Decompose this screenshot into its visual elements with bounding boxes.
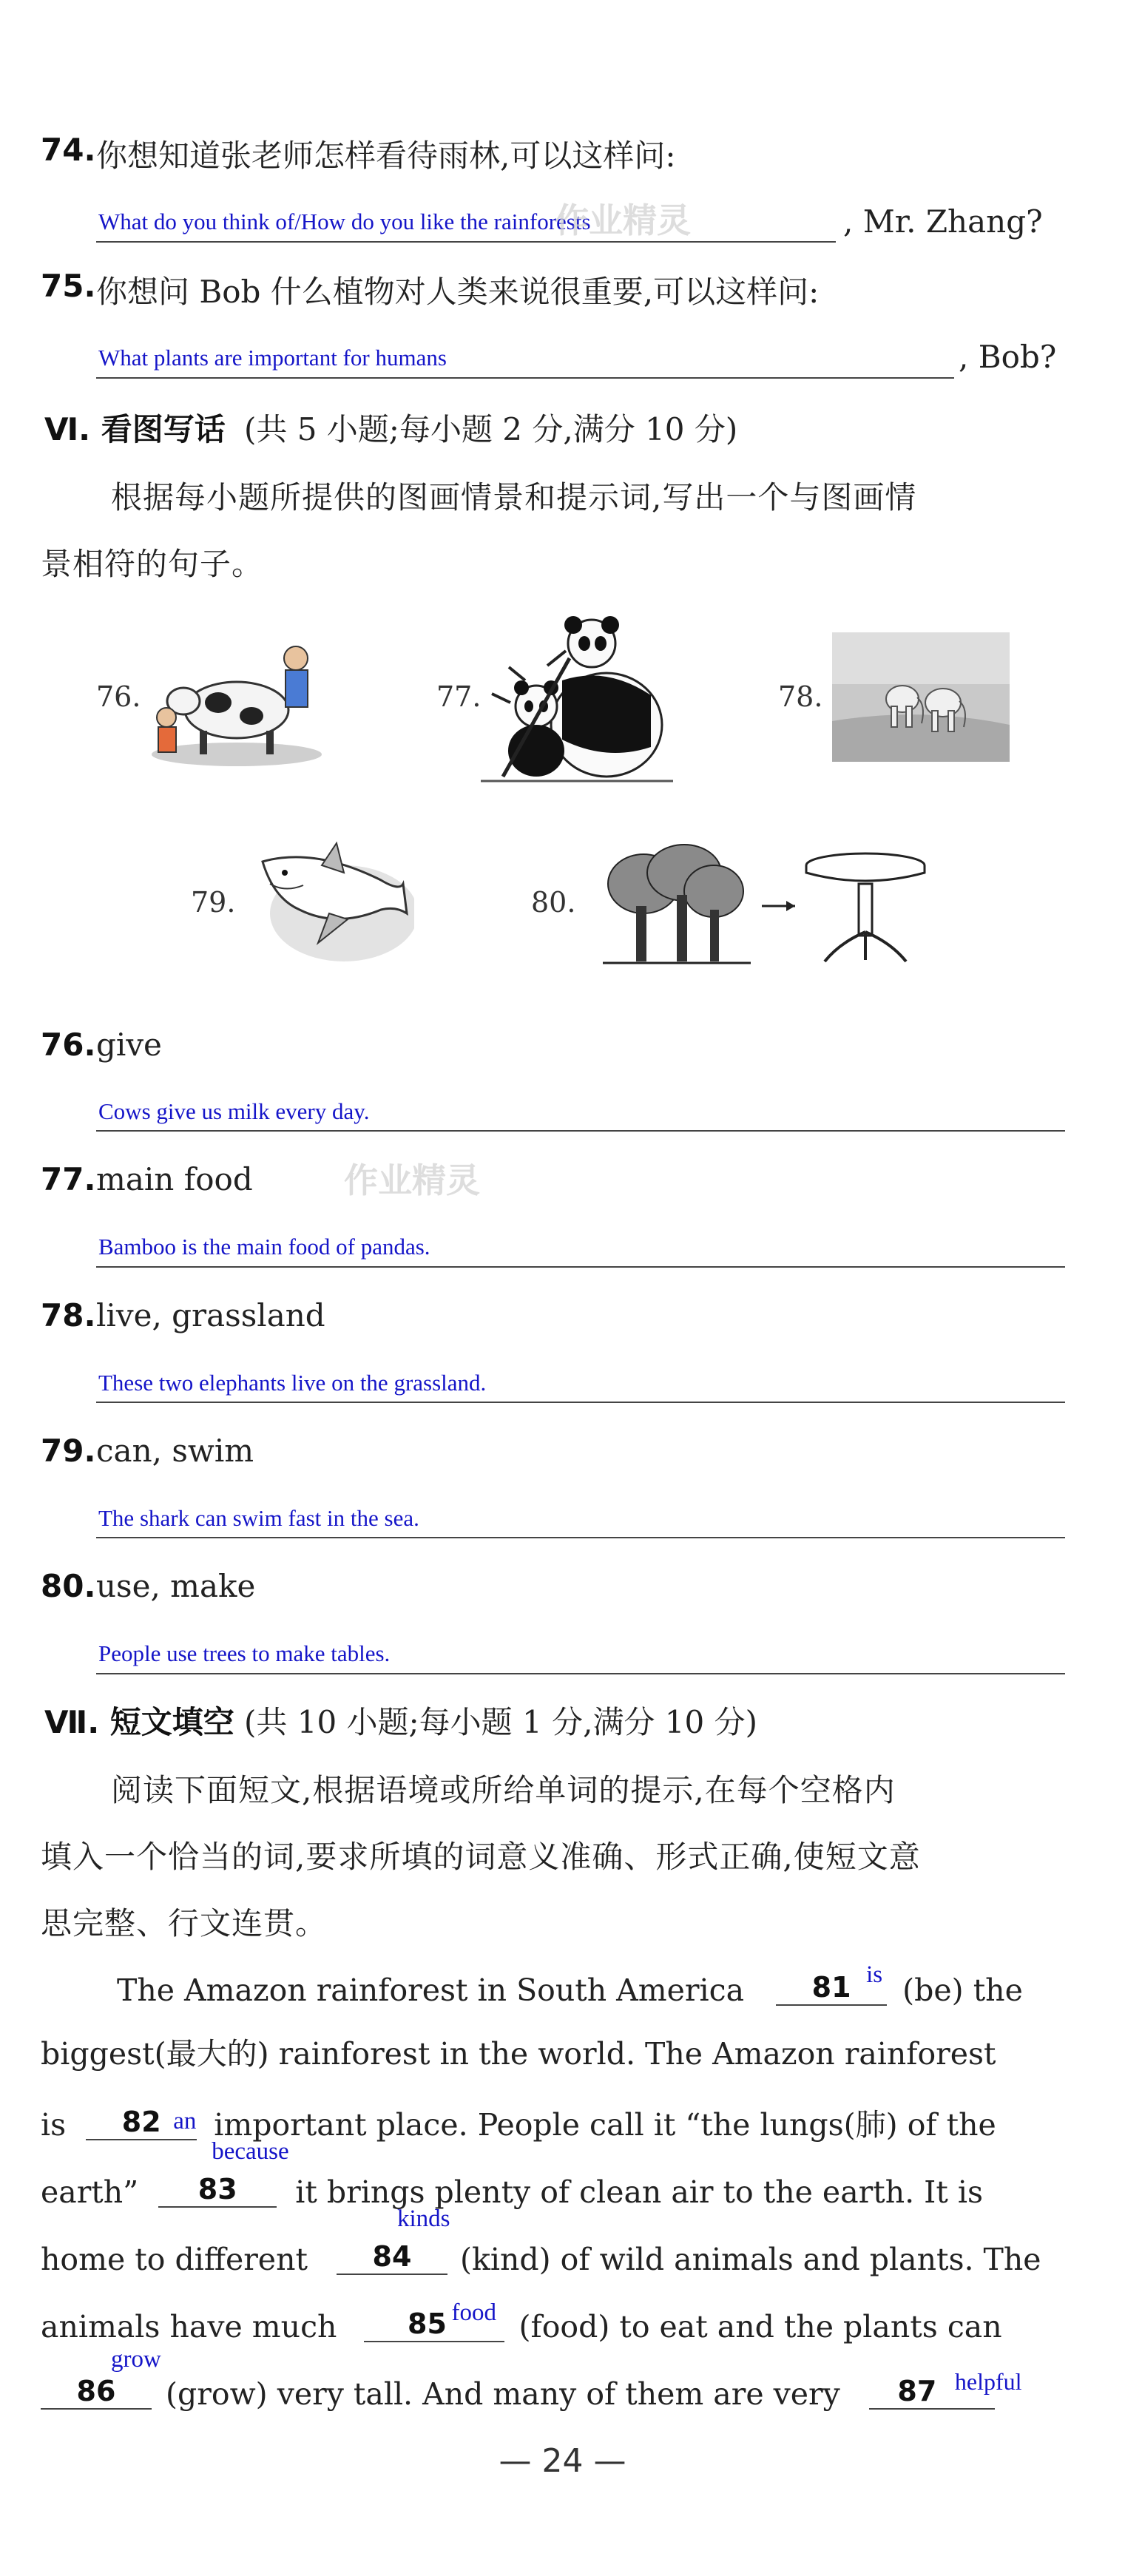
item80-number: 80.	[41, 1568, 96, 1604]
elephants-grassland-picture	[832, 632, 1010, 762]
q74-prompt: 你想知道张老师怎样看待雨林,可以这样问:	[96, 138, 676, 174]
q75-suffix: , Bob?	[959, 339, 1057, 375]
item77-answer: Bamboo is the main food of pandas.	[98, 1234, 430, 1260]
section7-title: Ⅶ. 短文填空	[44, 1704, 234, 1740]
item77-number: 77.	[41, 1161, 96, 1197]
passage-line-7	[41, 2346, 1076, 2412]
section7-instruction-line3: 思完整、行文连贯。	[41, 1905, 328, 1941]
trees-to-table-picture	[603, 843, 928, 969]
blank-82[interactable]	[86, 2106, 197, 2140]
section6-title: Ⅵ. 看图写话	[44, 411, 226, 447]
blank-86-number: 86	[76, 2375, 116, 2407]
item80-answer: People use trees to make tables.	[98, 1640, 391, 1666]
item80-hint: use, make	[96, 1568, 256, 1604]
q75-number: 75.	[41, 268, 96, 304]
picture-label-76: 76.	[96, 680, 141, 713]
passage-text: animals have much	[41, 2309, 337, 2345]
section7-instruction-line2: 填入一个恰当的词,要求所填的词意义准确、形式正确,使短文意	[41, 1839, 921, 1875]
passage-text: (food) to eat and the plants can	[518, 2309, 1002, 2345]
blank-83-answer: because	[212, 2138, 289, 2165]
blank-81[interactable]	[776, 1961, 887, 2006]
picture-label-77: 77.	[436, 680, 482, 713]
watermark-2: 作业精灵	[344, 1160, 480, 1200]
section7-meta: (共 10 小题;每小题 1 分,满分 10 分)	[244, 1704, 757, 1740]
blank-87-number: 87	[897, 2375, 937, 2407]
passage-text: earth”	[41, 2174, 139, 2210]
pandas-bamboo-picture	[481, 614, 673, 784]
item76-hint: give	[96, 1027, 162, 1063]
passage-text: (kind) of wild animals and plants. The	[460, 2242, 1041, 2277]
section6-instruction-line1: 根据每小题所提供的图画情景和提示词,写出一个与图画情	[111, 479, 917, 515]
q75-answer-line	[96, 377, 954, 379]
picture-label-78: 78.	[778, 680, 823, 713]
blank-83-number: 83	[197, 2173, 237, 2205]
passage-line-1	[41, 1961, 1076, 2008]
passage-line-3	[41, 2106, 1076, 2143]
section6-instruction-line2: 景相符的句子。	[41, 546, 264, 582]
item79-answer: The shark can swim fast in the sea.	[98, 1505, 419, 1531]
q75-prompt: 你想问 Bob 什么植物对人类来说很重要,可以这样问:	[96, 274, 820, 310]
passage-text: (be) the	[902, 1972, 1023, 2008]
q74-answer: What do you think of/How do you like the rainforests	[98, 209, 591, 234]
q75-answer: What plants are important for humans	[98, 345, 447, 371]
passage-line-4	[41, 2138, 1076, 2210]
blank-84-number: 84	[372, 2240, 412, 2273]
q74-suffix: , Mr. Zhang?	[843, 203, 1043, 240]
q74-number: 74.	[41, 132, 96, 168]
item78-answer: These two elephants live on the grassland.	[98, 1370, 487, 1396]
item78-hint: live, grassland	[96, 1297, 325, 1333]
item77-hint: main food	[96, 1161, 253, 1197]
passage-text: is	[41, 2107, 67, 2143]
item80-answer-line	[96, 1673, 1065, 1674]
blank-85-number: 85	[408, 2308, 447, 2340]
item76-number: 76.	[41, 1027, 96, 1063]
cow-children-picture	[148, 629, 325, 769]
blank-84-answer: kinds	[397, 2205, 450, 2232]
blank-85-answer: food	[451, 2299, 496, 2326]
passage-text: (grow) very tall. And many of them are very	[166, 2376, 840, 2412]
blank-86[interactable]	[41, 2346, 161, 2410]
watermark: 作业精灵	[555, 200, 691, 240]
item79-hint: can, swim	[96, 1433, 254, 1469]
blank-87-answer: helpful	[954, 2368, 1022, 2395]
q74-answer-line	[96, 241, 836, 243]
shark-picture	[255, 839, 414, 969]
item76-answer: Cows give us milk every day.	[98, 1098, 370, 1124]
passage-line-2: biggest(最大的) rainforest in the world. The Amazon rainforest	[41, 2036, 996, 2072]
picture-label-80: 80.	[531, 886, 576, 919]
blank-81-answer: is	[866, 1961, 883, 1988]
item79-number: 79.	[41, 1433, 96, 1469]
blank-87[interactable]	[869, 2368, 1022, 2410]
item79-answer-line	[96, 1537, 1065, 1538]
picture-label-79: 79.	[191, 886, 236, 919]
passage-line-6	[41, 2299, 1076, 2345]
blank-83[interactable]	[158, 2138, 289, 2208]
passage-text: important place. People call it “the lungs(肺) of the	[214, 2107, 996, 2143]
passage-text: The Amazon rainforest in South America	[117, 1972, 745, 2008]
passage-text: home to different	[41, 2242, 308, 2277]
item78-number: 78.	[41, 1297, 96, 1333]
blank-86-answer: grow	[111, 2346, 161, 2373]
section7-instruction-line1: 阅读下面短文,根据语境或所给单词的提示,在每个空格内	[111, 1772, 896, 1808]
item77-answer-line	[96, 1266, 1065, 1268]
blank-85[interactable]	[364, 2299, 504, 2342]
item78-answer-line	[96, 1402, 1065, 1403]
blank-81-number: 81	[811, 1971, 851, 2004]
blank-82-answer: an	[173, 2108, 197, 2134]
section6-meta: (共 5 小题;每小题 2 分,满分 10 分)	[244, 411, 738, 447]
passage-line-5	[41, 2205, 1076, 2277]
passage-text: it brings plenty of clean air to the earth. It is	[295, 2174, 984, 2210]
blank-82-number: 82	[121, 2106, 161, 2138]
item76-answer-line	[96, 1130, 1065, 1132]
blank-84[interactable]	[337, 2205, 450, 2275]
page-number: — 24 —	[499, 2442, 626, 2480]
